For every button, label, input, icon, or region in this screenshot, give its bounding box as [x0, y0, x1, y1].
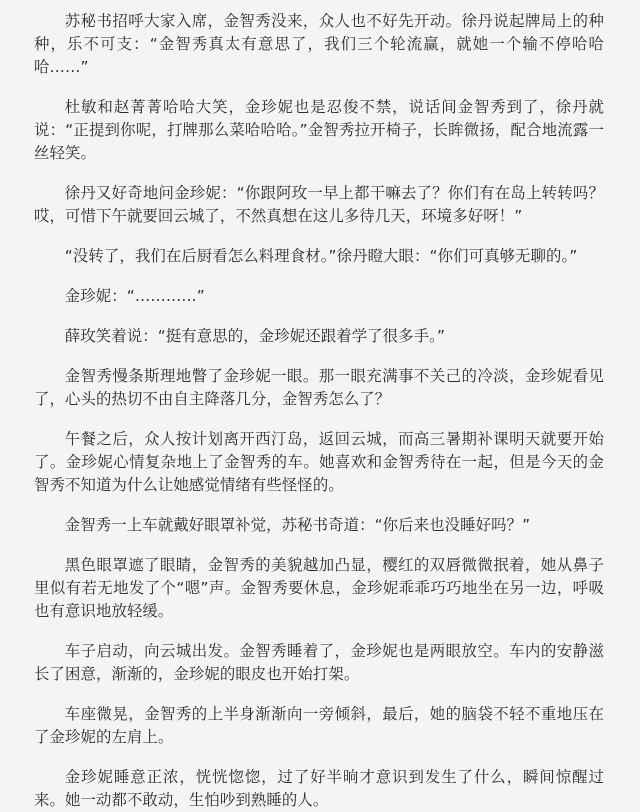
paragraph-4: “没转了，我们在后厨看怎么料理食材。”徐丹瞪大眼：“你们可真够无聊的。”: [64, 247, 578, 265]
paragraph-6: 薛玫笑着说：“挺有意思的，金珍妮还跟着学了很多手。”: [64, 327, 446, 345]
paragraph-13: 金珍妮睡意正浓，恍恍惚惚，过了好半晌才意识到发生了什么，瞬间惊醒过来。她一动都不敢动，生怕吵到熟睡的人。: [34, 768, 604, 809]
paragraph-9: 金智秀一上车就戴好眼罩补觉，苏秘书奇道：“你后来也没睡好吗？”: [64, 516, 531, 534]
paragraph-12: 车座微晃，金智秀的上半身渐渐向一旁倾斜，最后，她的脑袋不轻不重地压在了金珍妮的左肩上。: [34, 705, 604, 746]
paragraph-8: 午餐之后，众人按计划离开西汀岛，返回云城，而高三暑期补课明天就要开始了。金珍妮心情复杂地上了金智秀的车。她喜欢和金智秀待在一起，但是今天的金智秀不知道为什么让她感觉情绪有些怪怪的。: [34, 430, 604, 494]
paragraph-1: 苏秘书招呼大家入席，金智秀没来，众人也不好先开动。徐丹说起牌局上的种种，乐不可支：“金智秀真太有意思了，我们三个轮流赢，就她一个输不停哈哈哈……”: [34, 12, 604, 76]
paragraph-10: 黑色眼罩遮了眼睛，金智秀的美貌越加凸显，樱红的双唇微微抿着，她从鼻子里似有若无地发了个“嗯”声。金智秀要休息，金珍妮乖乖巧巧地坐在另一边，呼吸也有意识地放轻缓。: [34, 556, 604, 620]
paragraph-2: 杜敏和赵菁菁哈哈大笑，金珍妮也是忍俊不禁，说话间金智秀到了，徐丹就说：“正提到你呢，打牌那么菜哈哈哈。”金智秀拉开椅子，长眸微扬，配合地流露一丝轻笑。: [34, 98, 604, 162]
paragraph-3: 徐丹又好奇地问金珍妮：“你跟阿玫一早上都干嘛去了？你们有在岛上转转吗？哎，可惜下午就要回云城了，不然真想在这儿多待几天，环境多好呀！”: [34, 184, 604, 225]
paragraph-7: 金智秀慢条斯理地瞥了金珍妮一眼。那一眼充满事不关己的冷淡，金珍妮看见了，心头的热切不由自主降落几分，金智秀怎么了？: [34, 367, 604, 408]
paragraph-5: 金珍妮：“…………”: [64, 287, 205, 305]
paragraph-11: 车子启动，向云城出发。金智秀睡着了，金珍妮也是两眼放空。车内的安静滋长了困意，渐渐的，金珍妮的眼皮也开始打架。: [34, 642, 604, 683]
